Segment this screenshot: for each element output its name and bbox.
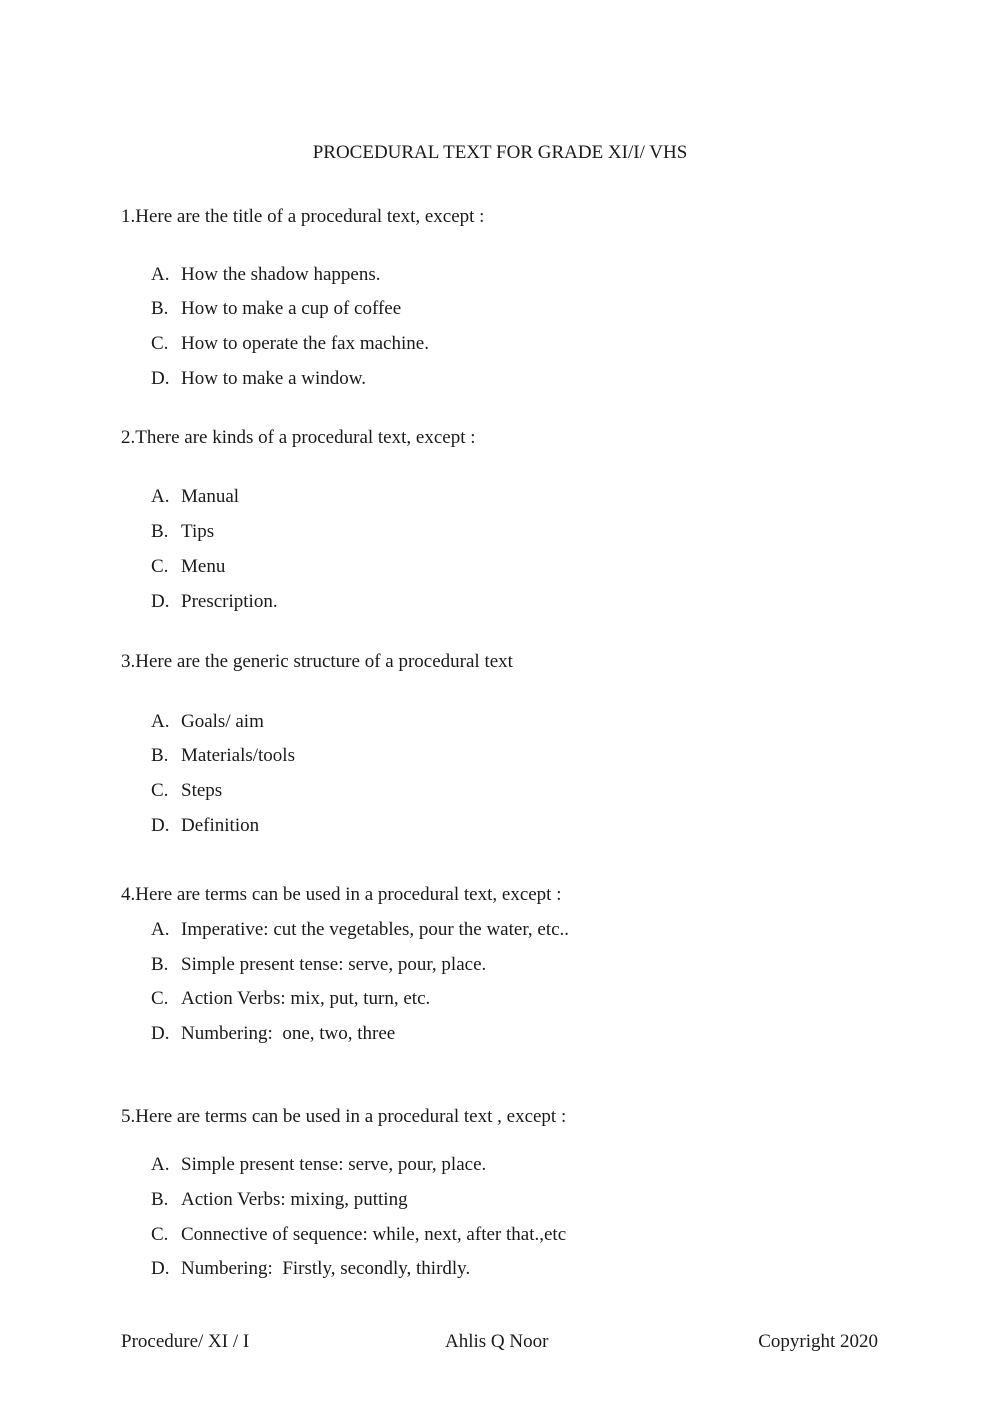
option-letter: D.: [151, 591, 170, 612]
question-5-option-d[interactable]: [151, 1258, 470, 1280]
option-letter: A.: [151, 711, 170, 732]
option-letter: B.: [151, 298, 169, 319]
question-3: 3.Here are the generic structure of a procedural text: [121, 651, 513, 672]
option-letter: C.: [151, 988, 169, 1009]
question-1-option-d[interactable]: [151, 368, 366, 390]
option-text: Action Verbs: mixing, putting: [181, 1189, 408, 1210]
footer-copyright: Copyright 2020: [758, 1331, 878, 1352]
option-letter: A.: [151, 486, 170, 507]
question-5: 5.Here are terms can be used in a procedural text , except :: [121, 1106, 567, 1127]
question-5-option-c[interactable]: [151, 1224, 566, 1246]
question-3-option-c[interactable]: [151, 780, 222, 802]
question-4: 4.Here are terms can be used in a procedural text, except :: [121, 884, 562, 905]
option-letter: A.: [151, 1154, 170, 1175]
option-letter: A.: [151, 919, 170, 940]
question-1-option-a[interactable]: [151, 264, 380, 286]
question-4-option-d[interactable]: [151, 1023, 395, 1045]
option-text: Menu: [181, 556, 226, 577]
option-text: Manual: [181, 486, 240, 507]
option-letter: B.: [151, 521, 169, 542]
option-text: How to operate the fax machine.: [181, 333, 429, 354]
option-text: Numbering: Firstly, secondly, thirdly.: [181, 1258, 471, 1279]
option-text: Simple present tense: serve, pour, place.: [181, 954, 487, 975]
option-text: Goals/ aim: [181, 711, 264, 732]
option-letter: D.: [151, 368, 170, 389]
option-text: How the shadow happens.: [181, 264, 381, 285]
question-1-option-b[interactable]: [151, 298, 401, 320]
footer-author: Ahlis Q Noor: [445, 1331, 549, 1352]
option-text: Action Verbs: mix, put, turn, etc.: [181, 988, 431, 1009]
option-text: Numbering: one, two, three: [181, 1023, 396, 1044]
question-5-option-b[interactable]: [151, 1189, 408, 1211]
option-letter: B.: [151, 954, 169, 975]
option-text: How to make a cup of coffee: [181, 298, 402, 319]
option-letter: C.: [151, 333, 169, 354]
option-text: How to make a window.: [181, 368, 367, 389]
footer-left: Procedure/ XI / I: [121, 1331, 250, 1352]
option-text: Definition: [181, 815, 260, 836]
question-1: 1.Here are the title of a procedural text, except :: [121, 206, 485, 227]
option-letter: C.: [151, 780, 169, 801]
question-3-option-b[interactable]: [151, 745, 295, 767]
option-text: Imperative: cut the vegetables, pour the water, etc..: [181, 919, 570, 940]
option-letter: C.: [151, 1224, 169, 1245]
question-4-option-c[interactable]: [151, 988, 430, 1010]
option-text: Simple present tense: serve, pour, place.: [181, 1154, 487, 1175]
question-2: 2.There are kinds of a procedural text, except :: [121, 427, 476, 448]
option-letter: C.: [151, 556, 169, 577]
question-2-option-b[interactable]: [151, 521, 214, 543]
question-4-option-a[interactable]: [151, 919, 569, 941]
question-3-option-d[interactable]: [151, 815, 259, 837]
question-2-option-c[interactable]: [151, 556, 225, 578]
option-text: Tips: [181, 521, 215, 542]
option-letter: B.: [151, 1189, 169, 1210]
question-1-option-c[interactable]: [151, 333, 429, 355]
option-letter: D.: [151, 815, 170, 836]
question-3-option-a[interactable]: [151, 711, 264, 733]
option-text: Materials/tools: [181, 745, 295, 766]
question-2-option-a[interactable]: [151, 486, 239, 508]
option-text: Prescription.: [181, 591, 278, 612]
option-letter: D.: [151, 1258, 170, 1279]
option-text: Connective of sequence: while, next, after that.,etc: [181, 1224, 567, 1245]
option-letter: D.: [151, 1023, 170, 1044]
question-5-option-a[interactable]: [151, 1154, 486, 1176]
question-2-option-d[interactable]: [151, 591, 278, 613]
question-4-option-b[interactable]: [151, 954, 486, 976]
option-text: Steps: [181, 780, 223, 801]
page-title: PROCEDURAL TEXT FOR GRADE XI/I/ VHS: [312, 142, 688, 163]
option-letter: B.: [151, 745, 169, 766]
option-letter: A.: [151, 264, 170, 285]
